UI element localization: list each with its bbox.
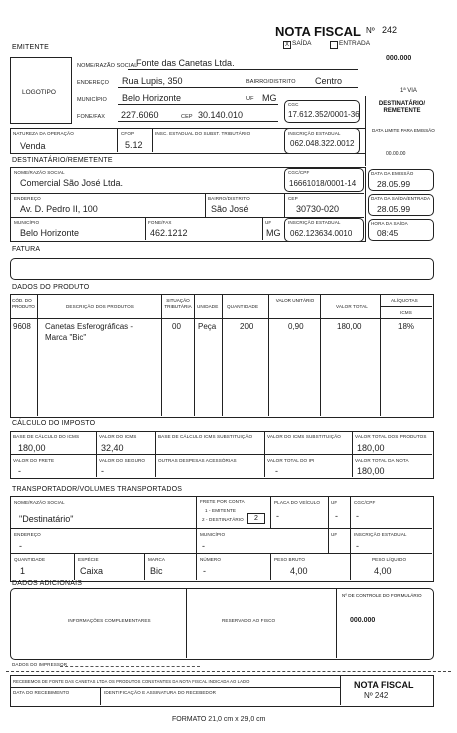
emit-fone-label: FONE/FAX: [77, 114, 105, 120]
logo-placeholder: LOGOTIPO: [22, 89, 56, 96]
rule: [128, 69, 358, 70]
rule: [118, 121, 278, 122]
rule: [380, 294, 381, 416]
dest-fone-label: FONE/FAX: [148, 220, 172, 225]
rule: [328, 528, 329, 553]
rule: [144, 553, 145, 580]
outras-label: OUTRAS DESPESAS ACESSÓRIAS: [158, 458, 237, 463]
transp-cgc-label: CGC/CPF: [354, 500, 376, 505]
rule: [205, 193, 206, 217]
data-recebimento-label: DATA DO RECEBIMENTO: [13, 690, 70, 695]
base-subst-label: BASE DE CÁLCULO ICMS SUBSTITUIÇÃO: [158, 434, 253, 439]
col-situacao: SITUAÇÃO TRIBUTÁRIA: [164, 298, 192, 309]
rule: [284, 193, 285, 217]
via-label: 1ª VIA: [400, 88, 417, 94]
peso-liquido: 4,00: [374, 566, 392, 576]
rule: [320, 294, 321, 416]
emit-ie: 062.048.322.0012: [290, 139, 355, 148]
transp-municipio-label: MUNICÍPIO: [200, 532, 226, 537]
row-unidade: Peça: [198, 322, 217, 331]
total-produtos: 180,00: [357, 443, 385, 453]
marca-label: MARCA: [148, 557, 166, 562]
dest-cep-label: CEP: [288, 196, 298, 201]
rule: [152, 128, 153, 152]
dest-municipio-label: MUNICÍPIO: [14, 220, 40, 225]
seguro: -: [101, 466, 104, 476]
transp-section: TRANSPORTADOR/VOLUMES TRANSPORTADOS: [12, 486, 183, 493]
row-descricao-1: Canetas Esferográficas -: [45, 322, 134, 331]
reservado-label: RESERVADO AO FISCO: [222, 618, 276, 623]
dest-endereco-label: ENDEREÇO: [14, 196, 41, 201]
dest-municipio: Belo Horizonte: [20, 228, 80, 238]
dest-ie: 062.123634.0010: [290, 229, 353, 238]
entrada-label: ENTRADA: [339, 40, 371, 47]
transp-ie-label: INSCRIÇÃO ESTADUAL: [354, 532, 407, 537]
hora: 08:45: [377, 228, 399, 238]
rule: [336, 588, 337, 658]
impressor-label: DADOS DO IMPRESSOR: [12, 662, 68, 667]
total-nota-label: VALOR TOTAL DA NOTA: [355, 458, 409, 463]
transp-nome-label: NOME/RAZÃO SOCIAL: [14, 500, 65, 505]
saida-checkbox[interactable]: X: [284, 42, 289, 48]
validade-label: DATA LIMITE PARA EMISSÃO: [372, 128, 435, 133]
emit-nome-label: NOME/RAZÃO SOCIAL: [77, 63, 138, 69]
ipi: -: [275, 466, 278, 476]
row-situacao: 00: [172, 322, 181, 331]
emit-municipio-label: MUNICÍPIO: [77, 97, 107, 103]
emit-cgc: 17.612.352/0001-36: [288, 110, 360, 119]
dest-endereco: Av. D. Pedro II, 100: [20, 204, 98, 214]
rule: [10, 318, 432, 319]
transp-cgc: -: [356, 511, 359, 521]
nf-number: 242: [382, 25, 398, 35]
icms: 32,40: [101, 443, 124, 453]
natureza: Venda: [20, 141, 46, 151]
rule: [262, 217, 263, 240]
rule: [268, 294, 269, 416]
dest-rem-label: DESTINATÁRIO/ REMETENTE: [378, 101, 426, 114]
emit-fone: 227.6060: [121, 110, 159, 120]
placa-label: PLACA DO VEÍCULO: [274, 500, 321, 505]
transp-uf2-label: UF: [331, 532, 338, 537]
col-total: VALOR TOTAL: [336, 304, 368, 309]
transp-endereco: -: [19, 541, 22, 551]
produtos-section: DADOS DO PRODUTO: [12, 284, 90, 291]
fatura-section: FATURA: [12, 246, 41, 253]
col-aliquotas: ALÍQUOTAS: [391, 298, 418, 303]
recebemos-text: RECEBEMOS DE FONTE DAS CANETAS LTDA OS PRODUTOS CONSTANTES DA NOTA FISCAL INDICADA AO LADO: [13, 679, 250, 684]
icms-label: VALOR DO ICMS: [99, 434, 137, 439]
row-quantidade: 200: [240, 322, 254, 331]
frete-conta-value[interactable]: 2: [247, 513, 265, 524]
frete-conta-label: FRETE POR CONTA: [200, 499, 245, 504]
rule: [222, 294, 223, 416]
row-total: 180,00: [337, 322, 362, 331]
rule: [10, 193, 364, 194]
natureza-label: NATUREZA DA OPERAÇÃO: [13, 131, 74, 136]
rule: [10, 687, 340, 688]
transp-uf-label: UF: [331, 500, 338, 505]
rule: [117, 128, 118, 152]
marca: Bic: [150, 566, 163, 576]
total-produtos-label: VALOR TOTAL DOS PRODUTOS: [355, 434, 427, 439]
quantidade-label: QUANTIDADE: [14, 557, 46, 562]
rule: [186, 588, 187, 658]
rule: [161, 294, 162, 416]
adicionais-section: DADOS ADICIONAIS: [12, 580, 83, 587]
numero: -: [203, 566, 206, 576]
emit-ie-label: INSCRIÇÃO ESTADUAL: [288, 131, 341, 136]
entrada-checkbox[interactable]: [330, 41, 338, 49]
rule: [352, 431, 353, 477]
row-unitario: 0,90: [288, 322, 304, 331]
transp-nome: "Destinatário": [19, 514, 74, 524]
especie-label: ESPÉCIE: [78, 557, 99, 562]
especie: Caixa: [80, 566, 104, 576]
imposto-section: CÁLCULO DO IMPOSTO: [12, 420, 96, 427]
rule: [155, 431, 156, 477]
fatura-box: [10, 258, 434, 280]
emit-bairro-label: BAIRRO/DISTRITO: [246, 79, 296, 85]
saida-label: SAÍDA: [292, 40, 312, 47]
rule: [60, 666, 200, 667]
rule: [37, 294, 38, 416]
assinatura-label: IDENTIFICAÇÃO E ASSINATURA DO RECEBEDOR: [104, 690, 217, 695]
col-quantidade: QUANTIDADE: [227, 304, 259, 309]
icms-subst-label: VALOR DO ICMS SUBSTITUIÇÃO: [267, 434, 341, 439]
col-codigo: CÓD. DO PRODUTO: [12, 298, 35, 309]
validade-value: 00.00.00: [386, 151, 406, 157]
transp-endereco-label: ENDEREÇO: [14, 532, 41, 537]
saida-data-label: DATA DA SAÍDA/ENTRADA: [371, 196, 431, 201]
dest-uf: MG: [266, 228, 281, 238]
total-nota: 180,00: [357, 466, 385, 476]
col-descricao: DESCRIÇÃO DOS PRODUTOS: [66, 304, 134, 309]
base: 180,00: [18, 443, 46, 453]
controle: 000.000: [350, 617, 376, 624]
peso-bruto: 4,00: [290, 566, 308, 576]
rule: [74, 553, 75, 580]
rule: [270, 496, 271, 528]
emit-uf-label: UF: [246, 96, 254, 102]
nf-number-label: Nº: [366, 26, 375, 35]
emit-endereco: Rua Lupis, 350: [122, 76, 183, 86]
col-unitario: VALOR UNITÁRIO: [275, 298, 315, 303]
frete-label: VALOR DO FRETE: [13, 458, 55, 463]
quantidade: 1: [20, 566, 26, 576]
rule: [328, 496, 329, 528]
rule: [10, 528, 432, 529]
rule: [270, 553, 271, 580]
seguro-label: VALOR DO SEGURO: [99, 458, 146, 463]
frete: -: [18, 466, 21, 476]
hora-label: HORA DA SAÍDA: [371, 221, 408, 226]
ie-subst-label: INSC. ESTADUAL DO SUBST. TRIBUTÁRIO: [155, 131, 251, 136]
rule: [118, 104, 278, 105]
ipi-label: VALOR TOTAL DO IPI: [267, 458, 315, 463]
emit-cgc-label: CGC: [288, 102, 299, 107]
canhoto-number: Nº 242: [364, 691, 389, 700]
peso-liquido-label: PESO LÍQUIDO: [372, 557, 407, 562]
dest-ie-label: INSCRIÇÃO ESTADUAL: [288, 220, 341, 225]
dest-section: DESTINATÁRIO/REMETENTE: [12, 157, 113, 164]
rule: [350, 496, 351, 580]
dest-fone: 462.1212: [150, 228, 188, 238]
rule: [194, 294, 195, 416]
dest-nome-label: NOME/RAZÃO SOCIAL: [14, 170, 65, 175]
transp-uf: -: [335, 511, 338, 521]
rule: [118, 87, 358, 88]
peso-bruto-label: PESO BRUTO: [274, 557, 306, 562]
emit-uf: MG: [262, 93, 277, 103]
rule: [145, 217, 146, 240]
row-icms: 18%: [398, 322, 415, 331]
control-number: 000.000: [386, 55, 412, 62]
dest-cgc: 16661018/0001-14: [289, 179, 357, 188]
placa: -: [276, 511, 279, 521]
col-icms: ICMS: [400, 310, 412, 315]
emissao-label: DATA DA EMISSÃO: [371, 171, 414, 176]
dest-nome: Comercial São José Ltda.: [20, 178, 124, 188]
emit-bairro: Centro: [315, 76, 343, 86]
controle-label: Nº DE CONTROLE DO FORMULÁRIO: [342, 593, 422, 598]
canhoto-title: NOTA FISCAL: [354, 680, 414, 690]
rule: [196, 496, 197, 580]
emit-municipio: Belo Horizonte: [122, 93, 182, 103]
nf-title: NOTA FISCAL: [275, 24, 361, 39]
rule: [100, 687, 101, 705]
dest-uf-label: UF: [265, 220, 272, 225]
cut-line: [6, 671, 451, 672]
emit-cep: 30.140.010: [198, 110, 244, 120]
row-descricao-2: Marca "Bic": [45, 333, 87, 342]
rule: [380, 306, 432, 307]
rule: [96, 431, 97, 477]
emit-cep-label: CEP: [181, 114, 193, 120]
frete-destinatario-label: 2 - DESTINATÁRIO: [202, 517, 244, 522]
dest-bairro-label: BAIRRO/DISTRITO: [208, 196, 250, 201]
rule: [264, 431, 265, 477]
cfop-label: CFOP: [121, 131, 135, 136]
emissao: 28.05.99: [377, 179, 411, 189]
rule: [10, 454, 432, 455]
emit-nome: Fonte das Canetas Ltda.: [136, 58, 235, 68]
transp-ie: -: [356, 541, 359, 551]
formato-label: FORMATO 21,0 cm x 29,0 cm: [172, 716, 266, 723]
base-label: BASE DE CÁLCULO DO ICMS: [13, 434, 80, 439]
emit-endereco-label: ENDEREÇO: [77, 80, 109, 86]
numero-label: NÚMERO: [200, 557, 222, 562]
row-codigo: 9608: [13, 322, 31, 331]
saida-data: 28.05.99: [377, 204, 411, 214]
frete-emitente-label: 1 - EMITENTE: [205, 508, 237, 513]
dest-cep: 30730-020: [296, 204, 340, 214]
info-label: INFORMAÇÕES COMPLEMENTARES: [68, 618, 151, 623]
dest-cgc-label: CGC/CPF: [288, 170, 310, 175]
emitente-section: EMITENTE: [12, 44, 49, 51]
col-unidade: UNIDADE: [197, 304, 219, 309]
dest-bairro: São José: [211, 204, 249, 214]
rule: [340, 675, 341, 705]
transp-municipio: -: [202, 541, 205, 551]
cfop: 5.12: [125, 140, 143, 150]
